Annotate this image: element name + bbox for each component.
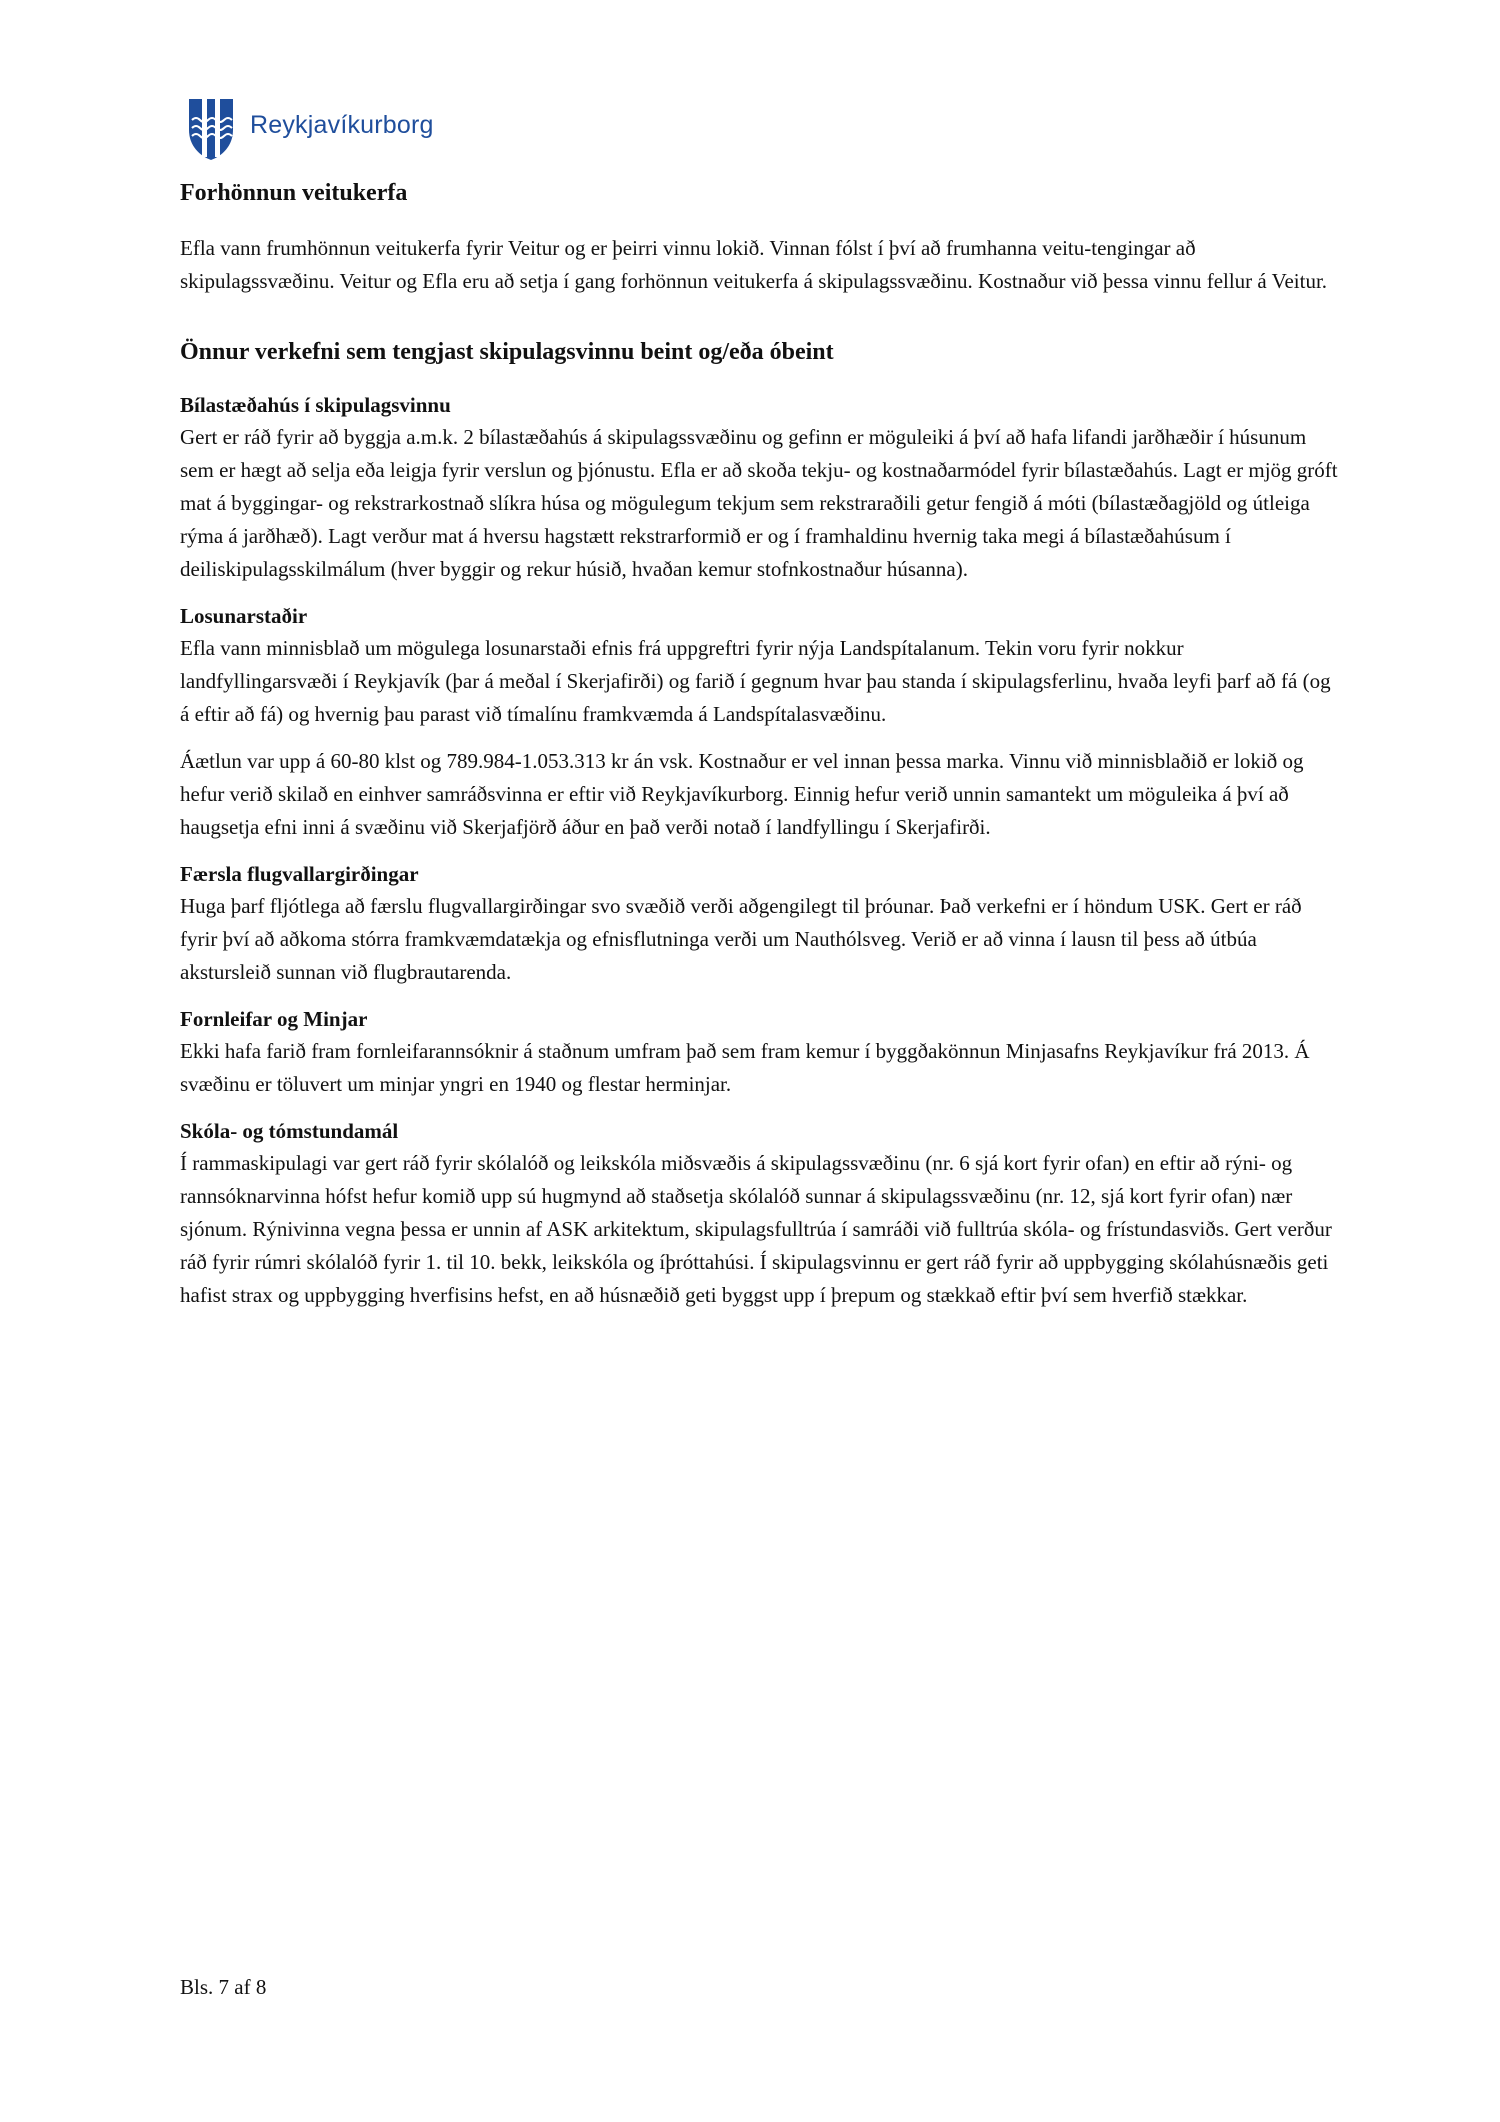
heading-forhonnun: Forhönnun veitukerfa: [180, 180, 408, 206]
paragraph-fornleifar: Ekki hafa farið fram fornleifarannsóknir á staðnum umfram það sem fram kemur í byggðakönnun Minjasafns Reykjavíkur frá 2013. Á svæðinu er töluvert um minjar yngri en 1940 og flestar herminjar.: [180, 1038, 1310, 1096]
heading-fornleifar: Fornleifar og Minjar: [180, 1006, 368, 1031]
document-body: [180, 179, 1340, 1326]
heading-bilastaedahus: Bílastæðahús í skipulagsvinnu: [180, 392, 451, 417]
page-number: Bls. 7 af 8: [180, 1975, 267, 1999]
paragraph-bilastaedahus: Gert er ráð fyrir að byggja a.m.k. 2 bílastæðahús á skipulagssvæðinu og gefinn er möguleiki á því að hafa lifandi jarðhæðir í húsunum sem er hægt að selja eða leigja fyrir verslun og þjónustu. Efla er að skoða tekju- og kostnaðarmódel fyrir bílastæðahús. Lagt er mjög gróft mat á byggingar- og rekstrarkostnað slíkra húsa og mögulegum tekjum sem rekstraraðili getur fengið á móti (bílastæðagjöld og útleiga rýma á jarðhæð). Lagt verður mat á hversu hagstætt rekstrarformið er og í framhaldinu hvernig taka megi á bílastæðahúsum í deiliskipulagsskilmálum (hver byggir og rekur húsið, hvaðan kemur stofnkostnaður húsanna).: [180, 424, 1338, 581]
paragraph-faersla: Huga þarf fljótlega að færslu flugvallargirðingar svo svæðið verði aðgengilegt til þróunar. Það verkefni er í höndum USK. Gert er ráð fyrir því að aðkoma stórra framkvæmdatækja og efnisflutninga verði um Nauthólsveg. Verið er að vinna í lausn til þess að útbúa akstursleið sunnan við flugbrautarenda.: [180, 893, 1302, 984]
logo: [186, 96, 434, 162]
heading-faersla: Færsla flugvallargirðingar: [180, 861, 419, 886]
paragraph-forhonnun: Efla vann frumhönnun veitukerfa fyrir Veitur og er þeirri vinnu lokið. Vinnan fólst í því að frumhanna veitu-tengingar að skipulagssvæðinu. Veitur og Efla eru að setja í gang forhönnun veitukerfa á skipulagssvæðinu. Kostnaður við þessa vinnu fellur á Veitur.: [180, 235, 1328, 293]
heading-onnur-verkefni: Önnur verkefni sem tengjast skipulagsvinnu beint og/eða óbeint: [180, 338, 834, 365]
paragraph-losunarstadir-2: Áætlun var upp á 60-80 klst og 789.984-1.053.313 kr án vsk. Kostnaður er vel innan þessa marka. Vinnu við minnisblaðið er lokið og hefur verið skilað en einhver samráðsvinna er eftir við Reykjavíkurborg. Einnig hefur verið unnin samantekt um möguleika á því að haugsetja efni inni á svæðinu við Skerjafjörð áður en það verði notað í landfyllingu í Skerjafirði.: [180, 748, 1304, 839]
heading-skola: Skóla- og tómstundamál: [180, 1118, 399, 1143]
paragraph-losunarstadir-1: Efla vann minnisblað um mögulega losunarstaði efnis frá uppgreftri fyrir nýja Landspítalanum. Tekin voru fyrir nokkur landfyllingarsvæði í Reykjavík (þar á meðal í Skerjafirði) og farið í gegnum hvar þau standa í skipulagsferlinu, hvaða leyfi þarf að fá (og á eftir að fá) og hvernig þau parast við tímalínu framkvæmda á Landspítalasvæðinu.: [180, 635, 1331, 726]
heading-losunarstadir: Losunarstaðir: [180, 603, 308, 628]
paragraph-skola: Í rammaskipulagi var gert ráð fyrir skólalóð og leikskóla miðsvæðis á skipulagssvæðinu (nr. 6 sjá kort fyrir ofan) en eftir að rýni- og rannsóknarvinna hófst hefur komið upp sú hugmynd að staðsetja skólalóð sunnar á skipulagssvæðinu (nr. 12, sjá kort fyrir ofan) nær sjónum. Rýnivinna vegna þessa er unnin af ASK arkitektum, skipulagsfulltrúa í samráði við fulltrúa skóla- og frístundasviðs. Gert verður ráð fyrir rúmri skólalóð fyrir 1. til 10. bekk, leikskóla og íþróttahúsi. Í skipulagsvinnu er gert ráð fyrir að uppbygging skólahúsnæðis geti hafist strax og uppbygging hverfisins hefst, en að húsnæðið geti byggst upp í þrepum og stækkað eftir því sem hverfið stækkar.: [180, 1150, 1332, 1307]
logo-text: Reykjavíkurborg: [250, 110, 434, 139]
reykjavik-crest-icon: [186, 96, 236, 162]
